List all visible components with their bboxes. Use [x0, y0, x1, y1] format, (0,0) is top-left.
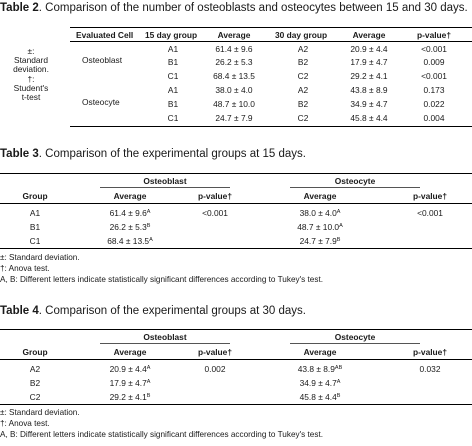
table2-row-3-avg30: 43.8 ± 8.9 [350, 85, 388, 95]
table4-row-0-ob-p: 0.002 [204, 364, 226, 374]
table2-caption [0, 2, 468, 15]
table4-row-0-group: A2 [29, 364, 41, 374]
table4-note-letters: A, B: Different letters indicate statistically significant differences according to Tukey's test. [0, 430, 323, 439]
table2-row-1-g30: B2 [297, 57, 309, 67]
table2-row-2-g30: C2 [297, 71, 309, 81]
table2-row-1-p: 0.009 [423, 57, 445, 67]
table3-row-1-oc-letter: A [339, 223, 343, 229]
table2-row-1-g15: B1 [167, 57, 179, 67]
table2-header-average2: Average [352, 30, 386, 40]
table2-row-2-p: <0.001 [421, 71, 447, 81]
table4-bottom-rule [0, 404, 472, 405]
table3-row-1-ob-value: 26.2 ± 5.3 [109, 222, 147, 232]
table3-header-rule [0, 203, 472, 204]
table3-top-rule [0, 173, 472, 174]
table2-side-note-4: †: [27, 74, 35, 84]
table4-note-sd: ±: Standard deviation. [0, 408, 80, 417]
table2-row-3-g15: A1 [167, 85, 179, 95]
table2-header-30day: 30 day group [275, 30, 328, 40]
table4-caption [0, 305, 306, 318]
table3-row-0-oc-value: 38.0 ± 4.0 [299, 208, 337, 218]
table3-row-2-oc-letter: B [336, 237, 341, 243]
table3-row-1-oc [285, 222, 355, 232]
table4-row-2-ob [95, 392, 165, 402]
table3-row-2-ob-value: 68.4 ± 13.5 [107, 236, 150, 246]
table2-header-pvalue: p-value† [417, 30, 451, 40]
table4-row-0-ob [95, 364, 165, 374]
table4-row-2-oc-letter: B [336, 393, 341, 399]
table4-group-osteoblast: Osteoblast [143, 332, 187, 342]
table4-row-1-oc-value: 34.9 ± 4.7 [299, 378, 337, 388]
table4-row-1-oc-letter: A [336, 379, 341, 385]
table2-row-0-p: <0.001 [421, 44, 447, 54]
table2-row-0-g30: A2 [297, 44, 309, 54]
table2-row-2-g15: C1 [167, 71, 179, 81]
table3-note-sd: ±: Standard deviation. [0, 253, 80, 262]
table3-title-text: . Comparison of the experimental groups at 15 days. [38, 148, 306, 160]
table3-row-0-ob-letter: A [146, 209, 151, 215]
table2-row-4-g15: B1 [167, 99, 179, 109]
table3-row-2-oc-value: 24.7 ± 7.9 [299, 236, 337, 246]
table3-note-letters: A, B: Different letters indicate statistically significant differences according to Tukey's test. [0, 275, 323, 284]
table3-row-1-ob-letter: B [146, 223, 151, 229]
table2-top-rule [70, 27, 472, 28]
table2-row-5-g30: C2 [297, 113, 309, 123]
table2-side-note-2: Standard [14, 55, 48, 65]
table4-row-0-oc [285, 364, 355, 374]
table3-title-label: Table 3 [0, 148, 39, 160]
table3-row-0-ob [95, 208, 165, 218]
table3-header-avg-oc: Average [303, 191, 337, 201]
table4-row-0-oc-p: 0.032 [419, 364, 441, 374]
table4-row-1-oc [285, 378, 355, 388]
table3-row-0-oc [285, 208, 355, 218]
table2-row-4-avg30: 34.9 ± 4.7 [350, 99, 388, 109]
table4-row-1-ob-value: 17.9 ± 4.7 [109, 378, 147, 388]
table4-osteoblast-span-rule [100, 343, 230, 344]
table2-side-note-3: deviation. [13, 64, 49, 74]
table4-header-p-ob: p-value† [198, 347, 232, 357]
table4-title-label: Table 4 [0, 305, 39, 317]
table2-header-average1: Average [217, 30, 251, 40]
table2-row-4-avg15: 48.7 ± 10.0 [213, 99, 255, 109]
table3-osteocyte-span-rule [290, 187, 420, 188]
table3-caption [0, 148, 306, 161]
table2-side-note-1: ±: [27, 46, 35, 56]
table4-row-2-ob-value: 29.2 ± 4.1 [109, 392, 147, 402]
table2-side-note-5: Student's [13, 83, 49, 93]
table4-row-1-group: B2 [29, 378, 41, 388]
table3-header-p-oc: p-value† [413, 191, 447, 201]
table4-header-rule [0, 359, 472, 360]
table3-row-2-group: C1 [29, 236, 41, 246]
table2-row-5-p: 0.004 [423, 113, 445, 123]
table4-header-avg-oc: Average [303, 347, 337, 357]
table3-group-osteoblast: Osteoblast [143, 176, 187, 186]
table4-row-1-ob-letter: A [146, 379, 151, 385]
table4-header-p-oc: p-value† [413, 347, 447, 357]
table4-row-0-oc-letter: AB [334, 365, 343, 371]
table4-osteocyte-span-rule [290, 343, 420, 344]
table2-row-0-avg30: 20.9 ± 4.4 [350, 44, 388, 54]
table4-row-0-oc-value: 43.8 ± 8.9 [297, 364, 335, 374]
table4-group-osteocyte: Osteocyte [334, 332, 376, 342]
table4-row-2-group: C2 [29, 392, 41, 402]
table3-header-avg-ob: Average [113, 191, 147, 201]
table3-row-1-group: B1 [29, 222, 41, 232]
table2-row-5-g15: C1 [167, 113, 179, 123]
table4-row-2-oc-value: 45.8 ± 4.4 [299, 392, 337, 402]
table3-row-0-group: A1 [29, 208, 41, 218]
table4-row-0-ob-letter: A [146, 365, 151, 371]
table2-osteocyte-label: Osteocyte [82, 97, 120, 107]
table2-row-2-avg15: 68.4 ± 13.5 [213, 71, 255, 81]
table3-row-1-ob [95, 222, 165, 232]
table4-header-avg-ob: Average [113, 347, 147, 357]
table2-title-label: Table 2 [0, 2, 39, 14]
table4-top-rule [0, 329, 472, 330]
table3-note-anova: †: Anova test. [0, 264, 50, 273]
table2-row-2-avg30: 29.2 ± 4.1 [350, 71, 388, 81]
table4-row-1-ob [95, 378, 165, 388]
table3-row-0-oc-p: <0.001 [417, 208, 443, 218]
table3-row-1-oc-value: 48.7 ± 10.0 [297, 222, 340, 232]
table4-row-2-oc [285, 392, 355, 402]
table2-bottom-rule [70, 126, 472, 127]
table2-row-0-avg15: 61.4 ± 9.6 [215, 44, 253, 54]
table4-row-2-ob-letter: B [146, 393, 151, 399]
table2-row-4-p: 0.022 [423, 99, 445, 109]
table3-osteoblast-span-rule [100, 187, 230, 188]
table2-title-text: . Comparison of the number of osteoblasts and osteocytes between 15 and 30 days. [38, 2, 468, 14]
table3-header-group: Group [22, 191, 48, 201]
table2-row-5-avg15: 24.7 ± 7.9 [215, 113, 253, 123]
table2-row-1-avg30: 17.9 ± 4.7 [350, 57, 388, 67]
table2-row-3-p: 0.173 [423, 85, 445, 95]
table3-header-p-ob: p-value† [198, 191, 232, 201]
table4-note-anova: †: Anova test. [0, 419, 50, 428]
table3-group-osteocyte: Osteocyte [334, 176, 376, 186]
table3-row-2-oc [285, 236, 355, 246]
table4-header-group: Group [22, 347, 48, 357]
table2-side-note-6: t-test [21, 92, 41, 102]
table3-row-0-ob-value: 61.4 ± 9.6 [109, 208, 147, 218]
table2-row-3-avg15: 38.0 ± 4.0 [215, 85, 253, 95]
table2-osteoblast-label: Osteoblast [82, 55, 123, 65]
table2-header-rule [70, 41, 472, 42]
table2-header-cell: Evaluated Cell [76, 30, 134, 40]
table3-row-0-ob-p: <0.001 [202, 208, 228, 218]
table2-row-1-avg15: 26.2 ± 5.3 [215, 57, 253, 67]
table2-row-5-avg30: 45.8 ± 4.4 [350, 113, 388, 123]
table3-row-0-oc-letter: A [336, 209, 341, 215]
table4-title-text: . Comparison of the experimental groups at 30 days. [38, 305, 306, 317]
table3-row-2-ob [95, 236, 165, 246]
table4-row-0-ob-value: 20.9 ± 4.4 [109, 364, 147, 374]
table2-header-15day: 15 day group [145, 30, 198, 40]
table2-row-0-g15: A1 [167, 44, 179, 54]
table3-bottom-rule [0, 248, 472, 249]
table2-row-3-g30: A2 [297, 85, 309, 95]
table2-row-4-g30: B2 [297, 99, 309, 109]
table3-row-2-ob-letter: A [149, 237, 153, 243]
